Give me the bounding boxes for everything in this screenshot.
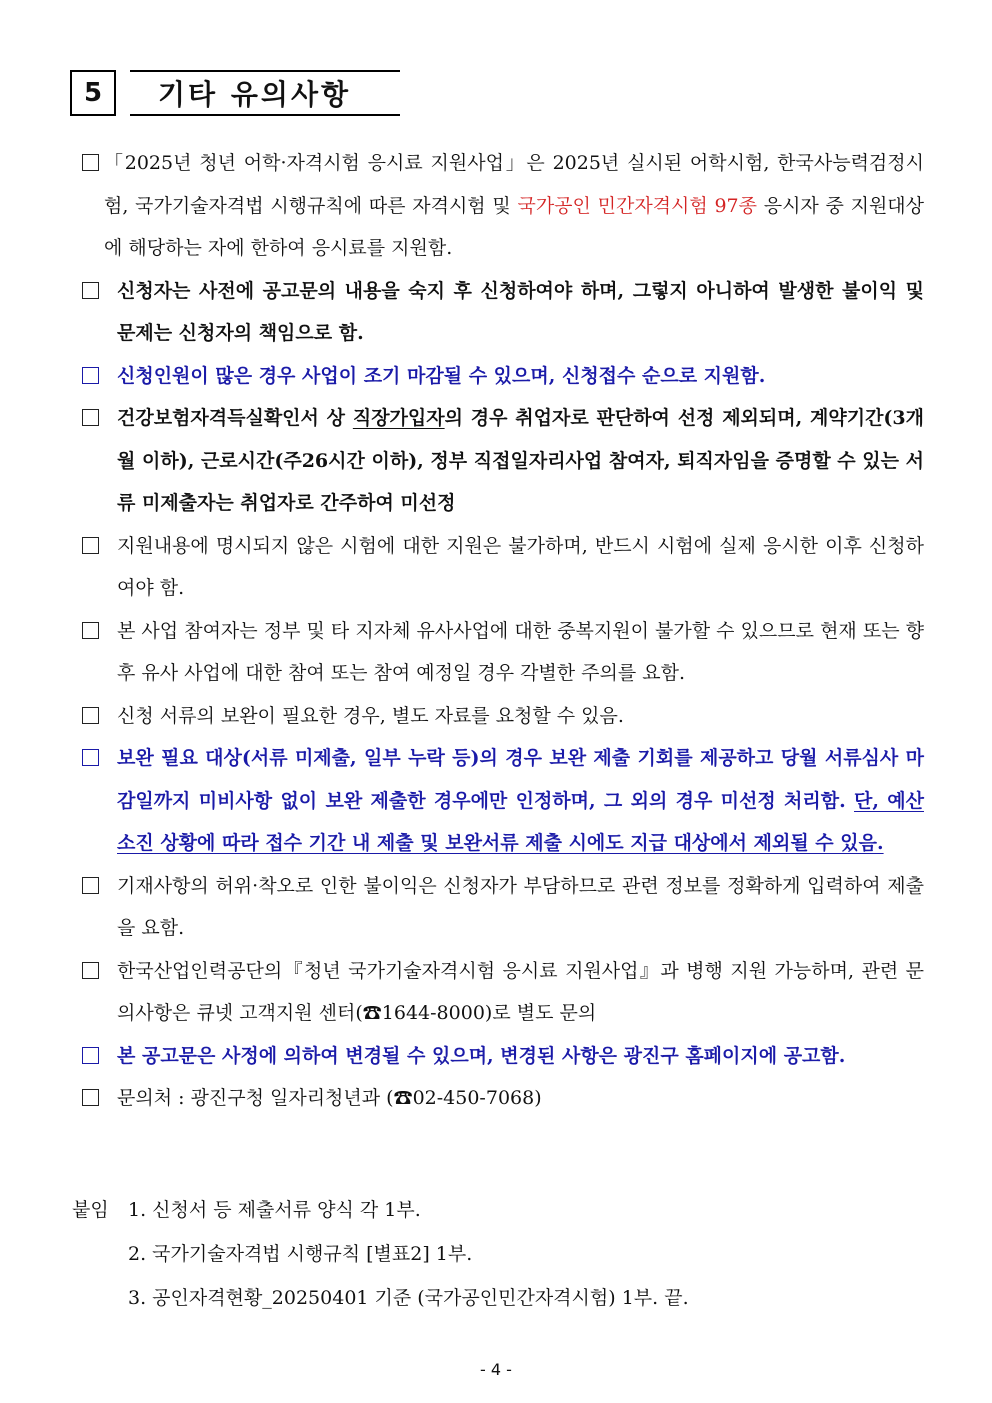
attachments-label: 붙임 (72, 1199, 109, 1221)
notice-item-6: 본 사업 참여자는 정부 및 타 지자체 유사사업에 대한 중복지원이 불가할 수 있으므로 현재 또는 향후 유사 사업에 대한 참여 또는 참여 예정일 경우 각별한 주의를 요함. (82, 610, 924, 695)
checkbox-icon (82, 154, 99, 171)
checkbox-icon (82, 749, 99, 766)
checkbox-icon (82, 1047, 99, 1064)
notice-item-10: 한국산업인력공단의『청년 국가기술자격시험 응시료 지원사업』과 병행 지원 가능하며, 관련 문의사항은 큐넷 고객지원 센터(☎1644-8000)로 별도 문의 (82, 950, 924, 1035)
checkbox-icon (82, 707, 99, 724)
section-number: 5 (70, 70, 116, 116)
checkbox-icon (82, 962, 99, 979)
notice-item-7: 신청 서류의 보완이 필요한 경우, 별도 자료를 요청할 수 있음. (82, 695, 924, 738)
attachment-line-2: 2. 국가기술자격법 시행규칙 [별표2] 1부. (128, 1243, 473, 1265)
checkbox-icon (82, 409, 99, 426)
checkbox-icon (82, 622, 99, 639)
attachment-line-1: 1. 신청서 등 제출서류 양식 각 1부. (128, 1199, 421, 1221)
underlined-text: 직장가입자 (352, 407, 445, 429)
checkbox-icon (82, 537, 99, 554)
section-title: 기타 유의사항 (130, 70, 400, 116)
notice-item-12: 문의처 : 광진구청 일자리청년과 (☎02-450-7068) (82, 1077, 924, 1120)
notice-item-4: 건강보험자격득실확인서 상 직장가입자의 경우 취업자로 판단하여 선정 제외되며, 계약기간(3개월 이하), 근로시간(주26시간 이하), 정부 직접일자리사업 참여자, 퇴직자임을 증명할 수 있는 서류 미제출자는 취업자로 간주하여 미선정 (82, 397, 924, 525)
notice-item-1: 「2025년 청년 어학·자격시험 응시료 지원사업」은 2025년 실시된 어학시험, 한국사능력검정시험, 국가기술자격법 시행규칙에 따른 자격시험 및 국가공인 민간자격시험 97종 응시자 중 지원대상에 해당하는 자에 한하여 응시료를 지원함. (82, 142, 924, 270)
notice-item-11: 본 공고문은 사정에 의하여 변경될 수 있으며, 변경된 사항은 광진구 홈페이지에 공고함. (82, 1035, 924, 1078)
page-number: - 4 - (480, 1360, 512, 1379)
notice-item-2: 신청자는 사전에 공고문의 내용을 숙지 후 신청하여야 하며, 그렇지 아니하여 발생한 불이익 및 문제는 신청자의 책임으로 함. (82, 270, 924, 355)
notice-item-5: 지원내용에 명시되지 않은 시험에 대한 지원은 불가하며, 반드시 시험에 실제 응시한 이후 신청하여야 함. (82, 525, 924, 610)
checkbox-icon (82, 1089, 99, 1106)
checkbox-icon (82, 877, 99, 894)
notice-item-3: 신청인원이 많은 경우 사업이 조기 마감될 수 있으며, 신청접수 순으로 지원함. (82, 355, 924, 398)
notice-item-8: 보완 필요 대상(서류 미제출, 일부 누락 등)의 경우 보완 제출 기회를 제공하고 당월 서류심사 마감일까지 미비사항 없이 보완 제출한 경우에만 인정하며, 그 외의 경우 미선정 처리함. 단, 예산 소진 상황에 따라 접수 기간 내 제출 및 보완서류 제출 시에도 지급 대상에서 제외될 수 있음. (82, 737, 924, 865)
checkbox-icon (82, 282, 99, 299)
notice-list (82, 142, 924, 1120)
underlined-text: 단, 예산 소진 상황에 따라 접수 기간 내 제출 및 보완서류 제출 시에도 지급 대상에서 제외될 수 있음. (117, 789, 924, 854)
notice-item-9: 기재사항의 허위·착오로 인한 불이익은 신청자가 부담하므로 관련 정보를 정확하게 입력하여 제출을 요함. (82, 865, 924, 950)
attachment-line-3: 3. 공인자격현황_20250401 기준 (국가공인민간자격시험) 1부. 끝. (128, 1287, 689, 1309)
attachments (72, 1188, 689, 1320)
checkbox-icon (82, 367, 99, 384)
highlight-red-text: 국가공인 민간자격시험 97종 (517, 194, 757, 217)
